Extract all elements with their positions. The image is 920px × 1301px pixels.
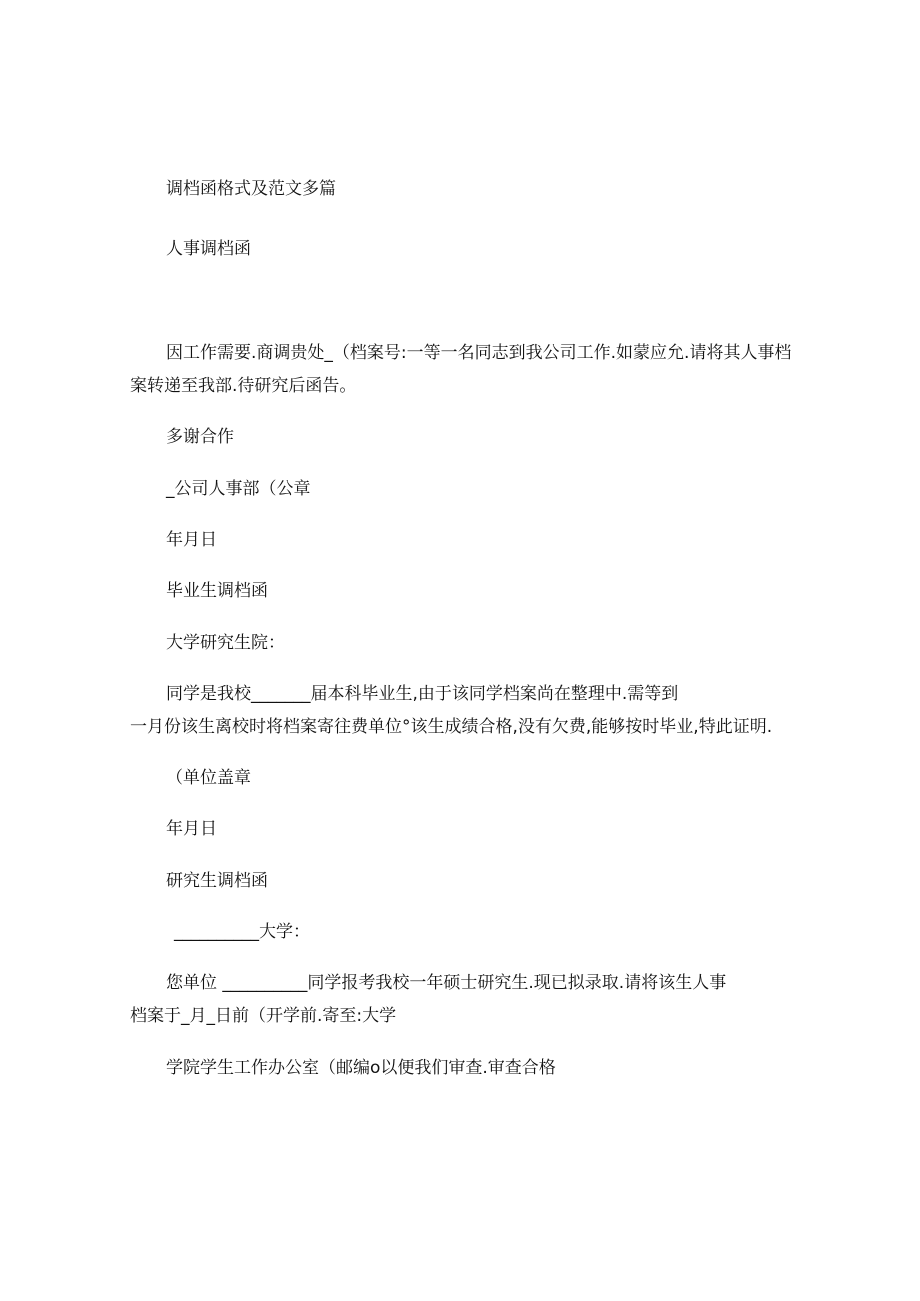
- section-heading-postgraduate: 研究生调档函: [166, 871, 268, 891]
- personnel-body-line-2: 案转递至我部.待研究后函告。: [130, 376, 357, 396]
- graduate-body-line-2: 一月份该生离校时将档案寄往费单位°该生成绩合格,没有欠费,能够按时毕业,特此证明.: [130, 717, 773, 737]
- personnel-body-line-1: 因工作需要.商调贵处_（档案号:一等一名同志到我公司工作.如蒙应允.请将其人事档: [166, 343, 792, 363]
- personnel-signature: _公司人事部（公章: [166, 479, 311, 499]
- section-heading-graduate: 毕业生调档函: [166, 581, 268, 601]
- postgraduate-body-line-2: 档案于_月_日前（开学前.寄至:大学: [130, 1006, 397, 1026]
- graduate-seal: （单位盖章: [166, 768, 251, 788]
- postgraduate-recipient: __________大学：: [174, 922, 310, 942]
- graduate-date: 年月日: [166, 819, 217, 839]
- section-heading-personnel: 人事调档函: [166, 239, 251, 259]
- graduate-recipient: 大学研究生院：: [166, 633, 285, 653]
- postgraduate-body-line-1: 您单位 __________同学报考我校一年硕士研究生.现已拟录取.请将该生人事: [166, 973, 727, 993]
- personnel-date: 年月日: [166, 530, 217, 550]
- personnel-thanks: 多谢合作: [166, 427, 234, 447]
- postgraduate-body-line-3: 学院学生工作办公室（邮编o以便我们审查.审查合格: [166, 1058, 556, 1078]
- graduate-body-line-1: 同学是我校_______届本科毕业生,由于该同学档案尚在整理中.需等到: [166, 684, 679, 704]
- document-title: 调档函格式及范文多篇: [166, 179, 336, 199]
